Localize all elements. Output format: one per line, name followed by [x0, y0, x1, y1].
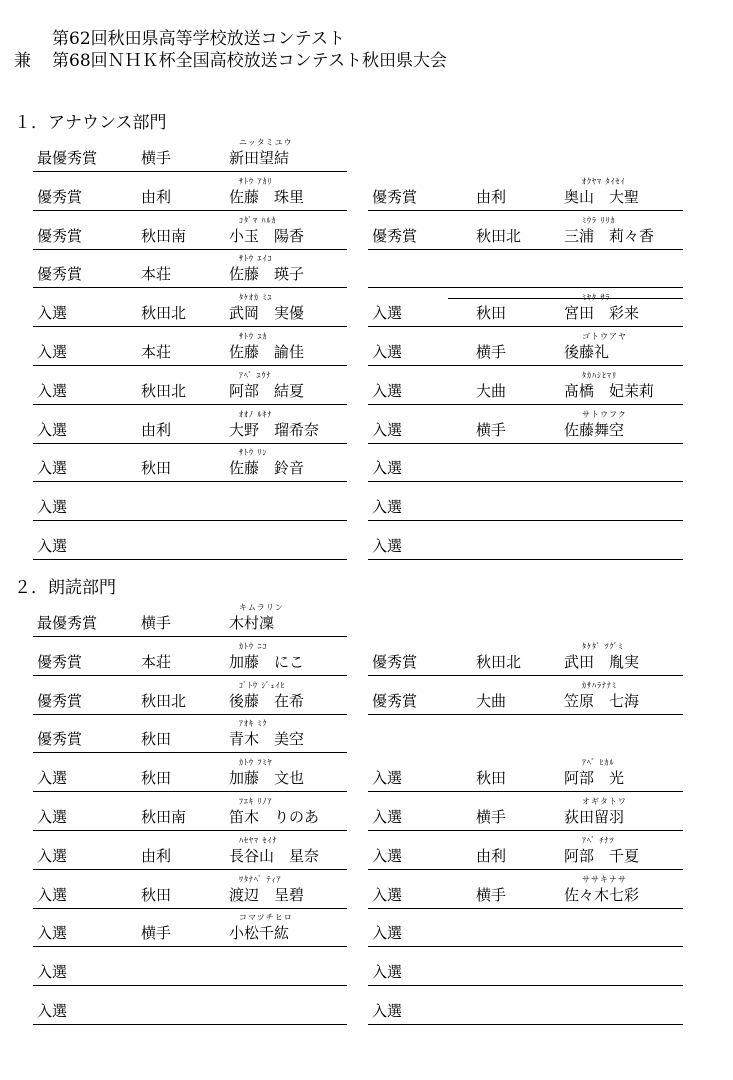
- name-reading: コマツチヒロ: [239, 913, 293, 923]
- school-name: 由利: [141, 846, 172, 865]
- underline: [33, 520, 347, 521]
- entry-left: [33, 719, 347, 753]
- name-reading: ササキナサ: [582, 874, 627, 884]
- school-name: 本荘: [141, 652, 172, 671]
- student-name: 阿部 光: [564, 769, 625, 788]
- underline: [368, 365, 683, 366]
- name-reading: ｻﾄｳ ﾕｶ: [239, 332, 268, 341]
- school-name: 秋田北: [141, 691, 187, 710]
- award-label: 優秀賞: [37, 226, 83, 245]
- entry-left: [33, 680, 347, 715]
- school-name: 秋田南: [141, 226, 187, 245]
- name-reading: オギタトワ: [582, 797, 627, 806]
- student-name: 笠原 七海: [564, 691, 640, 710]
- entry-right: [368, 960, 683, 986]
- award-label: 優秀賞: [372, 226, 418, 245]
- award-label: 入選: [372, 498, 403, 517]
- underline: [33, 830, 347, 831]
- name-reading: ｶｻﾊﾗﾅﾅﾐ: [582, 680, 617, 690]
- award-label: 優秀賞: [37, 187, 83, 206]
- entry-right: [368, 370, 683, 405]
- award-label: 優秀賞: [372, 691, 418, 710]
- underline: [33, 636, 347, 637]
- underline: [33, 752, 347, 753]
- underline: [368, 559, 683, 560]
- name-reading: ｱﾍﾞ ﾕｳﾅ: [239, 370, 272, 380]
- school-name: 本荘: [141, 343, 172, 361]
- entry-left: [33, 758, 347, 792]
- name-reading: ｻﾄｳ ｴｲｺ: [239, 254, 273, 264]
- entry-left: [33, 370, 347, 405]
- name-reading: ｺﾀﾞﾏ ﾊﾙｶ: [239, 215, 277, 225]
- school-name: 横手: [476, 885, 507, 904]
- underline: [368, 869, 683, 870]
- entry-right: [368, 680, 683, 715]
- student-name: 三浦 莉々香: [564, 226, 655, 245]
- entry-right: [368, 456, 683, 482]
- student-name: 佐藤 瑛子: [229, 265, 305, 284]
- school-name: 秋田: [476, 304, 507, 323]
- underline: [33, 985, 347, 986]
- name-reading: ｵｸﾔﾏ ﾀｲｾｲ: [582, 176, 626, 186]
- school-name: 横手: [141, 149, 172, 167]
- entry-right: [368, 332, 683, 366]
- entry-right: [368, 758, 683, 792]
- school-name: 秋田: [141, 885, 172, 904]
- award-label: 入選: [372, 924, 403, 943]
- entry-right: [368, 921, 683, 947]
- student-name: 大野 瑠希奈: [229, 420, 320, 439]
- student-name: 新田望結: [229, 149, 290, 167]
- entry-left: [33, 409, 347, 444]
- entry-left: [33, 874, 347, 909]
- entry-left: [33, 495, 347, 521]
- underline: [33, 443, 347, 444]
- underline: [33, 365, 347, 366]
- underline: [33, 714, 347, 715]
- school-name: 由利: [141, 187, 172, 206]
- school-name: 秋田: [141, 730, 172, 749]
- award-label: 入選: [372, 381, 403, 400]
- entry-right: [368, 797, 683, 831]
- student-name: 長谷山 星奈: [229, 846, 320, 865]
- student-name: 佐藤 珠里: [229, 187, 305, 206]
- school-name: 由利: [476, 187, 507, 206]
- student-name: 髙橋 妃茉莉: [564, 381, 655, 400]
- award-label: 入選: [37, 924, 68, 943]
- school-name: 秋田北: [141, 381, 187, 400]
- entry-right: [368, 409, 683, 444]
- underline: [33, 287, 347, 288]
- name-reading: ﾜﾀﾅﾍﾞ ﾃｨｱ: [239, 874, 282, 884]
- student-name: 阿部 千夏: [564, 846, 640, 865]
- award-label: 入選: [372, 846, 403, 865]
- underline: [368, 287, 683, 288]
- award-label: 入選: [37, 381, 68, 400]
- student-name: 小松千紘: [229, 924, 290, 943]
- underline: [368, 481, 683, 482]
- school-name: 秋田北: [476, 652, 522, 671]
- school-name: 秋田南: [141, 808, 187, 826]
- entry-left: [33, 332, 347, 366]
- name-reading: ｻﾄｳ ﾘﾝ: [239, 448, 268, 458]
- entry-left: [33, 603, 347, 637]
- award-label: 入選: [37, 1002, 68, 1020]
- student-name: 加藤 文也: [229, 769, 305, 788]
- award-label: 入選: [37, 420, 68, 439]
- award-label: 入選: [37, 459, 68, 478]
- school-name: 大曲: [476, 691, 507, 710]
- entry-left: [33, 913, 347, 947]
- student-name: 佐藤 諭佳: [229, 343, 305, 361]
- entry-left: [33, 176, 347, 211]
- title-line-2: 兼 第68回ＮＨＫ杯全国高校放送コンテスト秋田県大会: [14, 51, 447, 71]
- entry-right: [368, 641, 683, 676]
- school-name: 秋田: [141, 459, 172, 478]
- student-name: 武田 胤実: [564, 652, 640, 671]
- underline: [33, 675, 347, 676]
- school-name: 横手: [476, 808, 507, 826]
- award-label: 入選: [372, 420, 403, 439]
- award-label: 入選: [37, 885, 68, 904]
- name-reading: キムラリン: [239, 603, 284, 612]
- school-name: 秋田北: [476, 226, 522, 245]
- name-reading: ｻﾄｳ ｱｶﾘ: [239, 176, 273, 186]
- name-reading: ﾀｹｵｶ ﾐﾕ: [239, 293, 273, 303]
- award-label: 入選: [372, 885, 403, 904]
- entry-left: [33, 448, 347, 482]
- student-name: 木村凜: [229, 614, 275, 632]
- underline: [368, 1024, 683, 1025]
- award-label: 入選: [372, 459, 403, 478]
- entry-left: [33, 641, 347, 676]
- award-label: 入選: [37, 537, 68, 555]
- award-label: 入選: [372, 963, 403, 982]
- underline: [33, 326, 347, 327]
- section-title-reading: ２．朗読部門: [14, 578, 116, 598]
- entry-left: [33, 835, 347, 870]
- underline: [368, 404, 683, 405]
- section-title-announce: １．アナウンス部門: [14, 113, 167, 133]
- entry-left: [33, 138, 347, 172]
- student-name: 渡辺 呈碧: [229, 885, 305, 904]
- entry-left: [33, 960, 347, 986]
- name-reading: ﾐｳﾗ ﾘﾘｶ: [582, 215, 616, 225]
- student-name: 荻田留羽: [564, 808, 625, 826]
- blank-separator-line: [448, 298, 683, 299]
- school-name: 大曲: [476, 381, 507, 400]
- name-reading: ﾐﾔﾀ ｻﾗ: [582, 293, 611, 303]
- name-reading: ゴトウアヤ: [582, 332, 627, 341]
- student-name: 佐々木七彩: [564, 885, 640, 904]
- underline: [368, 326, 683, 327]
- entry-right: [368, 495, 683, 521]
- student-name: 小玉 陽香: [229, 226, 305, 245]
- award-label: 入選: [37, 769, 68, 788]
- student-name: 後藤 在希: [229, 691, 305, 710]
- award-label: 入選: [372, 1002, 403, 1020]
- award-label: 入選: [372, 769, 403, 788]
- name-reading: ﾌｴｷ ﾘﾉｱ: [239, 797, 273, 806]
- name-reading: ﾀｹﾀﾞ ﾂｸﾞﾐ: [582, 641, 624, 651]
- underline: [33, 481, 347, 482]
- underline: [368, 443, 683, 444]
- award-label: 優秀賞: [37, 691, 83, 710]
- award-label: 入選: [372, 537, 403, 555]
- award-label: 入選: [37, 963, 68, 982]
- school-name: 由利: [141, 420, 172, 439]
- award-label: 優秀賞: [37, 265, 83, 284]
- award-label: 入選: [372, 343, 403, 361]
- entry-right: [368, 874, 683, 909]
- title-prefix: 兼: [14, 51, 31, 71]
- entry-right: [368, 999, 683, 1025]
- underline: [368, 249, 683, 250]
- award-label: 入選: [37, 343, 68, 361]
- underline: [368, 210, 683, 211]
- name-reading: ｺﾞﾄｳ ｼﾞｪｲﾋ: [239, 680, 286, 690]
- award-label: 入選: [37, 846, 68, 865]
- student-name: 加藤 にこ: [229, 652, 305, 671]
- entry-right: [368, 534, 683, 560]
- entry-left: [33, 534, 347, 560]
- award-label: 優秀賞: [37, 652, 83, 671]
- entry-left: [33, 254, 347, 288]
- student-name: 笛木 りのあ: [229, 808, 320, 826]
- name-reading: ｵｵﾉ ﾙｷﾅ: [239, 409, 273, 419]
- school-name: 横手: [141, 614, 172, 632]
- student-name: 武岡 実優: [229, 304, 305, 323]
- entry-right: [368, 176, 683, 211]
- entry-left: [33, 215, 347, 250]
- entry-right: [368, 835, 683, 870]
- underline: [33, 249, 347, 250]
- underline: [33, 908, 347, 909]
- entry-left: [33, 293, 347, 327]
- school-name: 横手: [476, 343, 507, 361]
- student-name: 阿部 結夏: [229, 381, 305, 400]
- name-reading: ｱﾍﾞ ﾁﾅﾂ: [582, 835, 615, 845]
- name-reading: ｶﾄｳ ﾆｺ: [239, 641, 268, 651]
- school-name: 秋田: [141, 769, 172, 788]
- underline: [368, 830, 683, 831]
- student-name: 宮田 彩来: [564, 304, 640, 323]
- underline: [33, 791, 347, 792]
- underline: [368, 946, 683, 947]
- document-title: [14, 28, 447, 72]
- student-name: 後藤礼: [564, 343, 610, 361]
- award-label: 優秀賞: [372, 187, 418, 206]
- underline: [368, 675, 683, 676]
- award-label: 最優秀賞: [37, 149, 98, 167]
- underline: [33, 946, 347, 947]
- school-name: 横手: [141, 924, 172, 943]
- name-reading: ﾊｾﾔﾏ ｾｲﾅ: [239, 835, 278, 845]
- award-label: 入選: [37, 498, 68, 517]
- underline: [368, 791, 683, 792]
- entry-right: [368, 293, 683, 327]
- underline: [368, 985, 683, 986]
- underline: [33, 210, 347, 211]
- student-name: 佐藤 鈴音: [229, 459, 305, 478]
- entry-right: [368, 215, 683, 250]
- school-name: 秋田北: [141, 304, 187, 323]
- award-label: 入選: [372, 808, 403, 826]
- award-label: 入選: [372, 304, 403, 323]
- entry-left: [33, 999, 347, 1025]
- student-name: 佐藤舞空: [564, 420, 625, 439]
- school-name: 本荘: [141, 265, 172, 284]
- underline: [368, 520, 683, 521]
- entry-right: [368, 262, 683, 288]
- name-reading: サトウフク: [582, 409, 627, 419]
- entry-left: [33, 797, 347, 831]
- award-label: 優秀賞: [372, 652, 418, 671]
- student-name: 奥山 大聖: [564, 187, 640, 206]
- name-reading: ニッタミユウ: [239, 138, 293, 147]
- name-reading: ﾀｶﾊｼﾋﾏﾘ: [582, 370, 617, 380]
- name-reading: ｱﾍﾞ ﾋｶﾙ: [582, 758, 615, 768]
- underline: [33, 559, 347, 560]
- name-reading: ｶﾄｳ ﾌﾐﾔ: [239, 758, 273, 768]
- underline: [33, 869, 347, 870]
- award-label: 優秀賞: [37, 730, 83, 749]
- award-label: 入選: [37, 304, 68, 323]
- title-line-1: 第62回秋田県高等学校放送コンテスト: [52, 29, 345, 49]
- underline: [368, 908, 683, 909]
- underline: [368, 714, 683, 715]
- school-name: 秋田: [476, 769, 507, 788]
- award-label: 最優秀賞: [37, 614, 98, 632]
- underline: [33, 171, 347, 172]
- underline: [33, 1024, 347, 1025]
- underline: [33, 404, 347, 405]
- school-name: 横手: [476, 420, 507, 439]
- school-name: 由利: [476, 846, 507, 865]
- award-label: 入選: [37, 808, 68, 826]
- name-reading: ｱｵｷ ﾐｸ: [239, 719, 268, 729]
- student-name: 青木 美空: [229, 730, 305, 749]
